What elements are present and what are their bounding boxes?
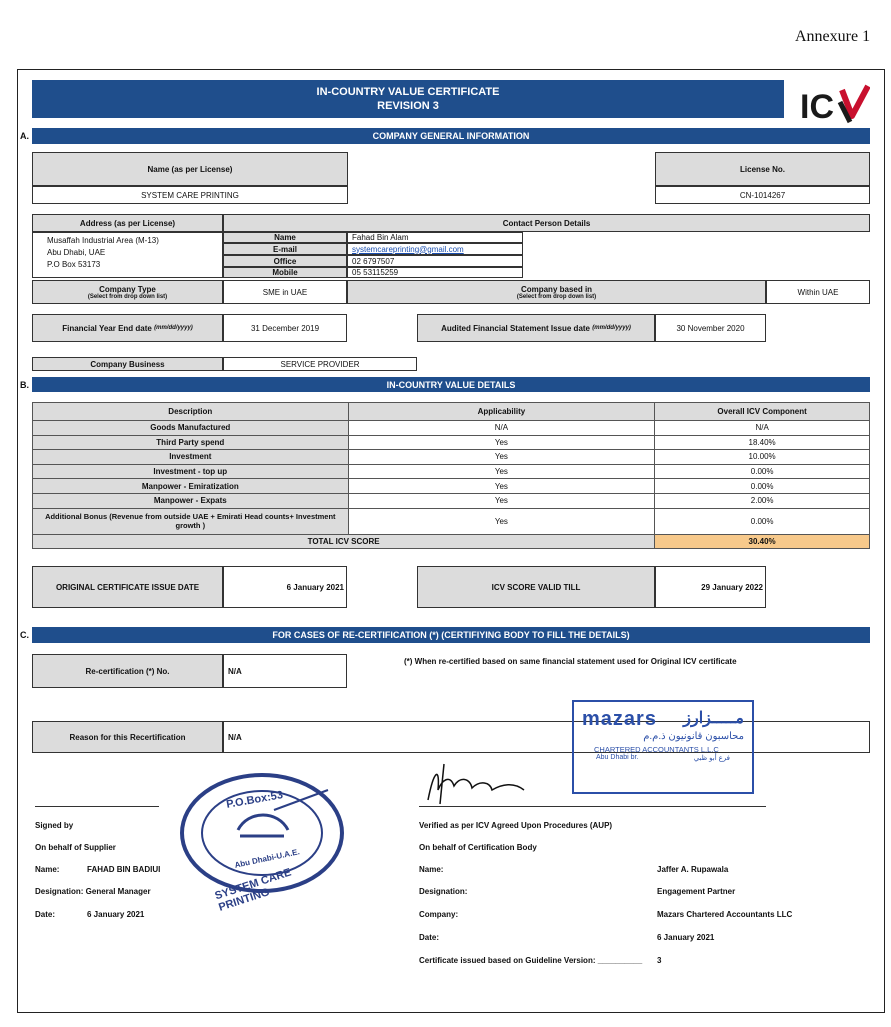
stamp-arabic-line: محاسبون قانونيون ذ.م.م xyxy=(643,731,744,742)
company-seal xyxy=(178,770,346,914)
fye-label: Financial Year End date xyxy=(62,323,152,333)
table-header-row xyxy=(33,403,870,421)
company-based-label: Company based in xyxy=(520,284,593,294)
address-line: P.O Box 53173 xyxy=(47,260,101,269)
row-description: Investment xyxy=(33,450,349,465)
bonus-applicability: Yes xyxy=(348,508,655,534)
row-description: Third Party spend xyxy=(33,435,349,450)
section-a-header: COMPANY GENERAL INFORMATION xyxy=(32,128,870,144)
certifier-company: Mazars Chartered Accountants LLC xyxy=(657,910,793,919)
name-value: SYSTEM CARE PRINTING xyxy=(32,186,348,204)
stamp-line2: Abu Dhabi br. xyxy=(596,754,639,761)
company-based-hint: (Select from drop down list) xyxy=(516,293,597,300)
company-type-label: Company Type xyxy=(99,284,156,294)
supplier-designation: Designation: General Manager xyxy=(35,887,151,896)
supplier-name-label: Name: xyxy=(35,865,60,874)
recert-label: Re-certification (*) No. xyxy=(32,654,223,688)
table-row xyxy=(33,479,870,494)
valid-till-label: ICV SCORE VALID TILL xyxy=(417,566,655,608)
reason-label: Reason for this Recertification xyxy=(32,721,223,753)
contact-label: Contact Person Details xyxy=(223,214,870,232)
certifier-designation-label: Designation: xyxy=(419,887,468,896)
business-label: Company Business xyxy=(32,357,223,371)
row-component: 2.00% xyxy=(655,493,870,508)
company-type-value: SME in UAE xyxy=(223,280,347,304)
section-c-header: FOR CASES OF RE-CERTIFICATION (*) (CERTIFIYING BODY TO FILL THE DETAILS) xyxy=(32,627,870,643)
column-header: Description xyxy=(33,403,349,421)
section-b-letter: B. xyxy=(20,380,29,390)
certifier-name-label: Name: xyxy=(419,865,444,874)
original-issue-label: ORIGINAL CERTIFICATE ISSUE DATE xyxy=(32,566,223,608)
table-row xyxy=(33,464,870,479)
valid-till-value: 29 January 2022 xyxy=(655,566,766,608)
business-value: SERVICE PROVIDER xyxy=(223,357,417,371)
seal-pobox: P.O.Box:53 xyxy=(225,789,284,811)
company-type-label-cell xyxy=(32,280,223,304)
annexure-label: Annexure 1 xyxy=(795,28,871,45)
supplier-signed-by: Signed by xyxy=(35,821,74,830)
bonus-description: Additional Bonus (Revenue from outside UAE + Emirati Head counts+ Investment growth ) xyxy=(33,508,349,534)
row-applicability: Yes xyxy=(348,493,655,508)
mazars-stamp xyxy=(572,700,754,794)
certifier-company-label: Company: xyxy=(419,910,459,919)
column-header: Applicability xyxy=(348,403,655,421)
seal-company: SYSTEM CARE PRINTING xyxy=(213,866,293,914)
fye-label-cell xyxy=(32,314,223,342)
section-c-letter: C. xyxy=(20,630,29,640)
row-component: 18.40% xyxy=(655,435,870,450)
row-description: Investment - top up xyxy=(33,464,349,479)
contact-office: 02 6797507 xyxy=(347,255,523,267)
row-component: 0.00% xyxy=(655,479,870,494)
guideline-version: 3 xyxy=(657,956,662,965)
audited-label-cell xyxy=(417,314,655,342)
icv-details-table xyxy=(32,402,870,549)
certifier-name: Jaffer A. Rupawala xyxy=(657,865,729,874)
contact-office-label: Office xyxy=(223,255,347,267)
supplier-on-behalf: On behalf of Supplier xyxy=(35,843,116,852)
company-based-value: Within UAE xyxy=(766,280,870,304)
license-label: License No. xyxy=(655,152,870,186)
certifier-designation: Engagement Partner xyxy=(657,887,736,896)
row-applicability: N/A xyxy=(348,421,655,436)
supplier-date-label: Date: xyxy=(35,910,56,919)
section-b-header: IN-COUNTRY VALUE DETAILS xyxy=(32,377,870,392)
audited-value: 30 November 2020 xyxy=(655,314,766,342)
row-component: N/A xyxy=(655,421,870,436)
name-label: Name (as per License) xyxy=(32,152,348,186)
address-block xyxy=(32,232,223,278)
table-row xyxy=(33,450,870,465)
row-applicability: Yes xyxy=(348,435,655,450)
table-row xyxy=(33,435,870,450)
company-type-hint: (Select from drop down list) xyxy=(87,293,168,300)
section-a-letter: A. xyxy=(20,131,29,141)
audited-label: Audited Financial Statement Issue date xyxy=(441,323,590,333)
company-based-label-cell xyxy=(347,280,766,304)
title-line2: REVISION 3 xyxy=(377,100,439,112)
recert-value: N/A xyxy=(223,654,347,688)
certifier-on-behalf: On behalf of Certification Body xyxy=(419,843,537,852)
stamp-arabic-brand: مـــــزارز xyxy=(683,710,744,727)
total-label: TOTAL ICV SCORE xyxy=(33,534,655,549)
total-score: 30.40% xyxy=(655,534,870,549)
table-row xyxy=(33,508,870,534)
recert-note: (*) When re-certified based on same financial statement used for Original ICV certificate xyxy=(404,657,737,666)
svg-text:IC: IC xyxy=(800,88,834,126)
license-value: CN-1014267 xyxy=(655,186,870,204)
row-description: Manpower - Emiratization xyxy=(33,479,349,494)
contact-name: Fahad Bin Alam xyxy=(347,232,523,243)
fye-hint: (mm/dd/yyyy) xyxy=(154,325,193,331)
icv-logo xyxy=(798,82,870,134)
address-line: Musaffah Industrial Area (M-13) xyxy=(47,236,159,245)
table-row xyxy=(33,493,870,508)
stamp-brand: mazars xyxy=(582,708,657,730)
contact-email-label: E-mail xyxy=(223,243,347,255)
fye-value: 31 December 2019 xyxy=(223,314,347,342)
certifier-verified: Verified as per ICV Agreed Upon Procedures (AUP) xyxy=(419,821,613,830)
contact-mobile: 05 53115259 xyxy=(347,267,523,278)
address-line: Abu Dhabi, UAE xyxy=(47,248,106,257)
certifier-signature xyxy=(420,760,540,808)
certifier-date: 6 January 2021 xyxy=(657,933,715,942)
column-header: Overall ICV Component xyxy=(655,403,870,421)
supplier-date: 6 January 2021 xyxy=(87,910,145,919)
address-label: Address (as per License) xyxy=(32,214,223,232)
audited-hint: (mm/dd/yyyy) xyxy=(592,325,631,331)
row-applicability: Yes xyxy=(348,479,655,494)
row-component: 0.00% xyxy=(655,464,870,479)
original-issue-value: 6 January 2021 xyxy=(223,566,347,608)
title-line1: IN-COUNTRY VALUE CERTIFICATE xyxy=(316,86,500,98)
seal-city: Abu Dhabi-U.A.E. xyxy=(233,847,301,870)
table-row xyxy=(33,421,870,436)
stamp-arabic-branch: فرع أبو ظبي xyxy=(693,755,730,762)
certifier-date-label: Date: xyxy=(419,933,440,942)
row-description: Manpower - Expats xyxy=(33,493,349,508)
contact-name-label: Name xyxy=(223,232,347,243)
row-applicability: Yes xyxy=(348,450,655,465)
row-applicability: Yes xyxy=(348,464,655,479)
row-description: Goods Manufactured xyxy=(33,421,349,436)
contact-email-link[interactable]: systemcareprinting@gmail.com xyxy=(347,243,523,255)
stamp-line1: CHARTERED ACCOUNTANTS L.L.C xyxy=(594,745,719,754)
reason-value: N/A xyxy=(223,721,870,753)
supplier-signature-line xyxy=(35,806,159,807)
bonus-component: 0.00% xyxy=(655,508,870,534)
contact-mobile-label: Mobile xyxy=(223,267,347,278)
supplier-name: FAHAD BIN BADIUI xyxy=(87,865,161,874)
title-bar xyxy=(32,80,784,118)
total-row xyxy=(33,534,870,549)
guideline-label: Certificate issued based on Guideline Version: __________ xyxy=(419,956,643,965)
row-component: 10.00% xyxy=(655,450,870,465)
